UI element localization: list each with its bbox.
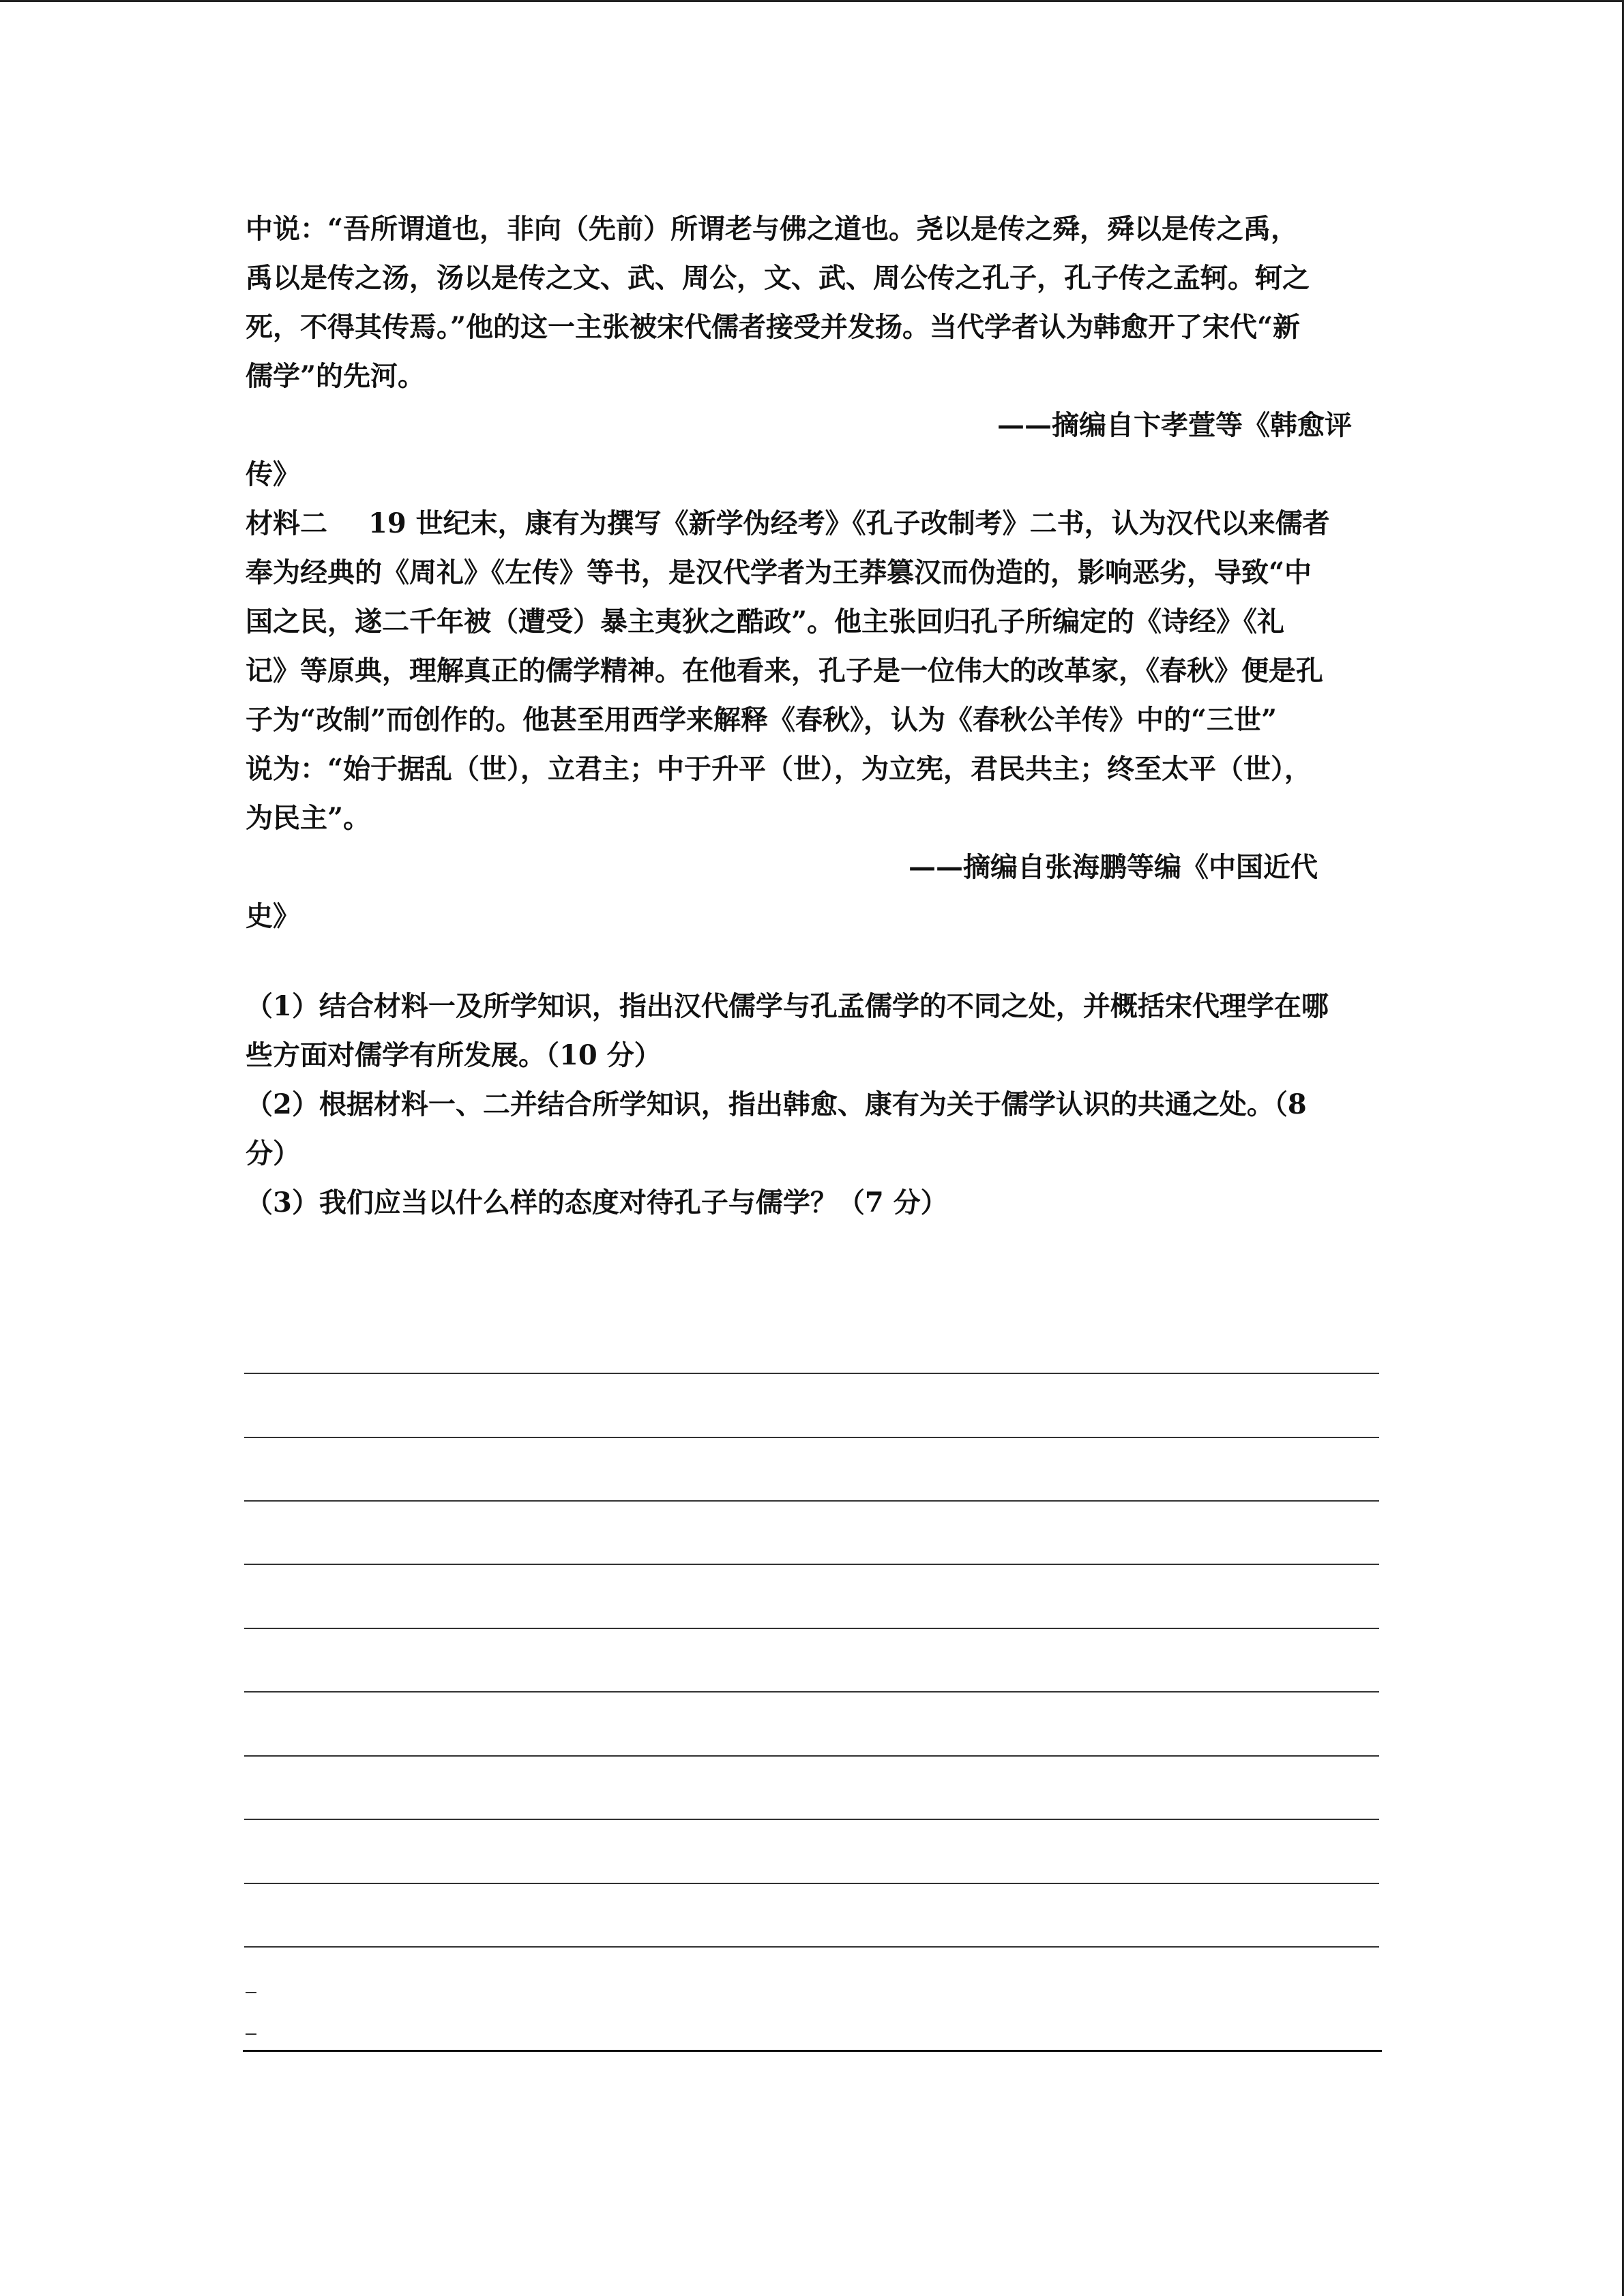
final-answer-line: [243, 2050, 1382, 2052]
material-one-line-1: 中说：“吾所谓道也，非向（先前）所谓老与佛之道也。尧以是传之舜，舜以是传之禹，: [246, 213, 1299, 245]
page-top-border: [0, 0, 1624, 2]
material-two-label: 材料二: [246, 507, 327, 539]
material-two-line-1: [246, 499, 1379, 548]
material-two-source-end: 史》: [246, 900, 300, 932]
answer-line: [244, 1755, 1379, 1757]
material-two: [246, 499, 1379, 941]
answer-line: [244, 1437, 1379, 1438]
answer-line: [244, 1373, 1379, 1374]
question-1-line-1: （1）结合材料一及所学知识，指出汉代儒学与孔孟儒学的不同之处，并概括宋代理学在哪: [246, 990, 1329, 1022]
material-two-first-text: 19 世纪末，康有为撰写《新学伪经考》《孔子改制考》二书，认为汉代以来儒者: [368, 507, 1330, 539]
answer-line: [244, 1500, 1379, 1502]
material-two-source: ——摘编自张海鹏等编《中国近代: [909, 851, 1318, 883]
questions: [246, 982, 1379, 1227]
short-dash: [246, 2033, 256, 2035]
answer-line: [244, 1819, 1379, 1820]
material-two-line-6: 说为：“始于据乱（世），立君主；中于升平（世），为立宪，君民共主；终至太平（世），: [246, 753, 1312, 785]
material-two-line-4: 记》等原典，理解真正的儒学精神。在他看来，孔子是一位伟大的改革家，《春秋》便是孔: [246, 655, 1323, 687]
document-body: [246, 205, 1379, 1227]
answer-line: [244, 1564, 1379, 1565]
material-two-line-3: 国之民，遂二千年被（遭受）暴主夷狄之酷政”。他主张回归孔子所编定的《诗经》《礼: [246, 606, 1285, 638]
short-dash: [246, 1992, 256, 1993]
material-one-line-3: 死，不得其传焉。”他的这一主张被宋代儒者接受并发扬。当代学者认为韩愈开了宋代“新: [246, 311, 1301, 343]
answer-line: [244, 1946, 1379, 1948]
material-one-line-4: 儒学”的先河。: [246, 360, 426, 392]
answer-line: [244, 1691, 1379, 1693]
material-one: [246, 205, 1379, 499]
material-two-line-5: 子为“改制”而创作的。他甚至用西学来解释《春秋》，认为《春秋公羊传》中的“三世”: [246, 704, 1278, 736]
material-two-line-7: 为民主”。: [246, 802, 371, 834]
question-1-line-2: 些方面对儒学有所发展。（10 分）: [246, 1039, 662, 1071]
answer-line: [244, 1883, 1379, 1884]
material-one-source: ——摘编自卞孝萱等《韩愈评: [997, 409, 1352, 441]
question-2-line-1: （2）根据材料一、二并结合所学知识，指出韩愈、康有为关于儒学认识的共通之处。（8: [246, 1088, 1307, 1120]
material-two-line-2: 奉为经典的《周礼》《左传》等书，是汉代学者为王莽篡汉而伪造的，影响恶劣，导致“中: [246, 556, 1312, 588]
question-2-line-2: 分）: [246, 1137, 300, 1169]
question-3: （3）我们应当以什么样的态度对待孔子与儒学？（7 分）: [246, 1187, 948, 1219]
material-one-source-end: 传》: [246, 458, 300, 490]
material-one-line-2: 禹以是传之汤，汤以是传之文、武、周公，文、武、周公传之孔子，孔子传之孟轲。轲之: [246, 262, 1310, 294]
answer-line: [244, 1628, 1379, 1629]
